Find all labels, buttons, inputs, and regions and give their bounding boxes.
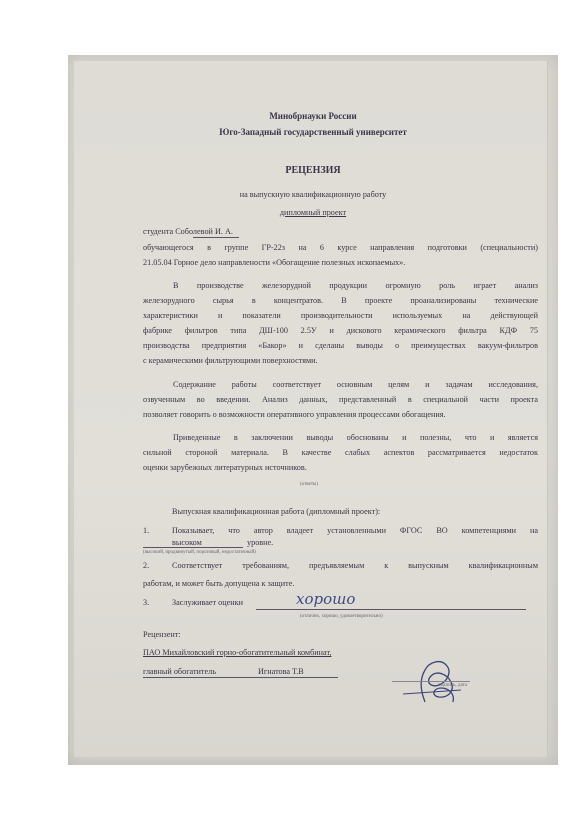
reviewer-name: Игнатова Т.В xyxy=(258,667,304,676)
item2-line-1: Соответствует требованиям, предъявляемым к выпускным квалификационным xyxy=(172,561,538,570)
para1-line: с керамическими фильтрующими поверхностями. xyxy=(143,356,318,365)
grade-underline xyxy=(256,609,526,610)
para3-line: Приведенные в заключении выводы обоснованы и полезны, что и является xyxy=(173,433,538,442)
item3-number: 3. xyxy=(143,598,150,607)
student-line: студента Соболевой И. А. xyxy=(143,227,233,236)
paragraph-analysis xyxy=(143,278,538,368)
conclusion-intro: Выпускная квалификационная работа (дипломный проект): xyxy=(172,507,381,516)
group-line-2: 21.05.04 Горное дело направлености «Обогащение полезных ископаемых». xyxy=(143,258,406,267)
reviewer-organization: ПАО Михайловский горно-обогатительный комбинат, xyxy=(143,648,332,657)
item3-caption: (отлично, хорошо, удовлетворительно) xyxy=(300,614,383,619)
signature-caption: подпись, дата xyxy=(438,683,468,688)
item1-caption: (высокий, продвинутый, пороговый, недостаточный) xyxy=(143,550,256,555)
student-name-underline xyxy=(193,237,239,238)
para3-line: оценки зарубежных литературных источников. xyxy=(143,463,307,472)
university-heading: Юго-Западный государственный университет xyxy=(219,127,407,137)
paragraph-conclusions xyxy=(143,430,538,475)
signature-line xyxy=(392,681,470,682)
para1-line: производства предприятия «Бакор» и сделаны выводы о преимуществах вакуум-фильтров xyxy=(143,341,538,350)
item2-line-2: работам, и может быть допущена к защите. xyxy=(143,579,295,588)
work-type: дипломный проект xyxy=(279,208,347,217)
para1-line: В производстве железорудной продукции огромную роль играет анализ xyxy=(173,281,538,290)
document-subtitle: на выпускную квалификационную работу xyxy=(239,190,387,199)
para1-line: железорудного сырья в концентратов. В проекте проанализированы технические xyxy=(143,296,538,305)
document-title: РЕЦЕНЗИЯ xyxy=(285,165,341,176)
para2-line: озвученным во введении. Анализ данных, представленный в специальной части проекта xyxy=(143,395,538,404)
reviewer-position: главный обогатитель xyxy=(143,667,216,676)
para1-line: фабрике фильтров типа ДШ-100 2.5У и дискового керамического фильтра КДФ 75 xyxy=(143,326,538,335)
item1-number: 1. xyxy=(143,526,150,535)
para3-line: сильной стороной материала. В качестве слабых аспектов рассматривается недостаток xyxy=(143,448,538,457)
item2-number: 2. xyxy=(143,561,150,570)
group-block xyxy=(143,240,538,270)
reviewer-label: Рецензент: xyxy=(143,630,181,639)
item1-tail: уровне. xyxy=(247,538,274,547)
para1-line: характеристики и показатели производительности используемых на действующей xyxy=(143,311,538,320)
item1-level: высоком xyxy=(172,538,202,547)
ministry-heading: Минобрнауки России xyxy=(269,111,357,121)
item1-text: Показывает, что автор владеет установленными ФГОС ВО компетенциями на xyxy=(172,526,538,535)
signature-image xyxy=(395,652,470,707)
item1-level-underline xyxy=(143,547,243,548)
group-line-1: обучающегося в группе ГР-22з на 6 курсе направления подготовки (специальности) xyxy=(143,243,538,252)
handwritten-grade: хорошо xyxy=(296,590,356,608)
para3-caption: (ответы) xyxy=(300,482,319,487)
para2-line: Содержание работы соответствует основным целям и задачам исследования, xyxy=(173,380,538,389)
para2-line: позволяет говорить о возможности оперативного управления процессами обогащения. xyxy=(143,410,446,419)
item3-text: Заслуживает оценки xyxy=(172,598,243,607)
paragraph-content xyxy=(143,377,538,422)
reviewer-underline xyxy=(143,677,338,678)
